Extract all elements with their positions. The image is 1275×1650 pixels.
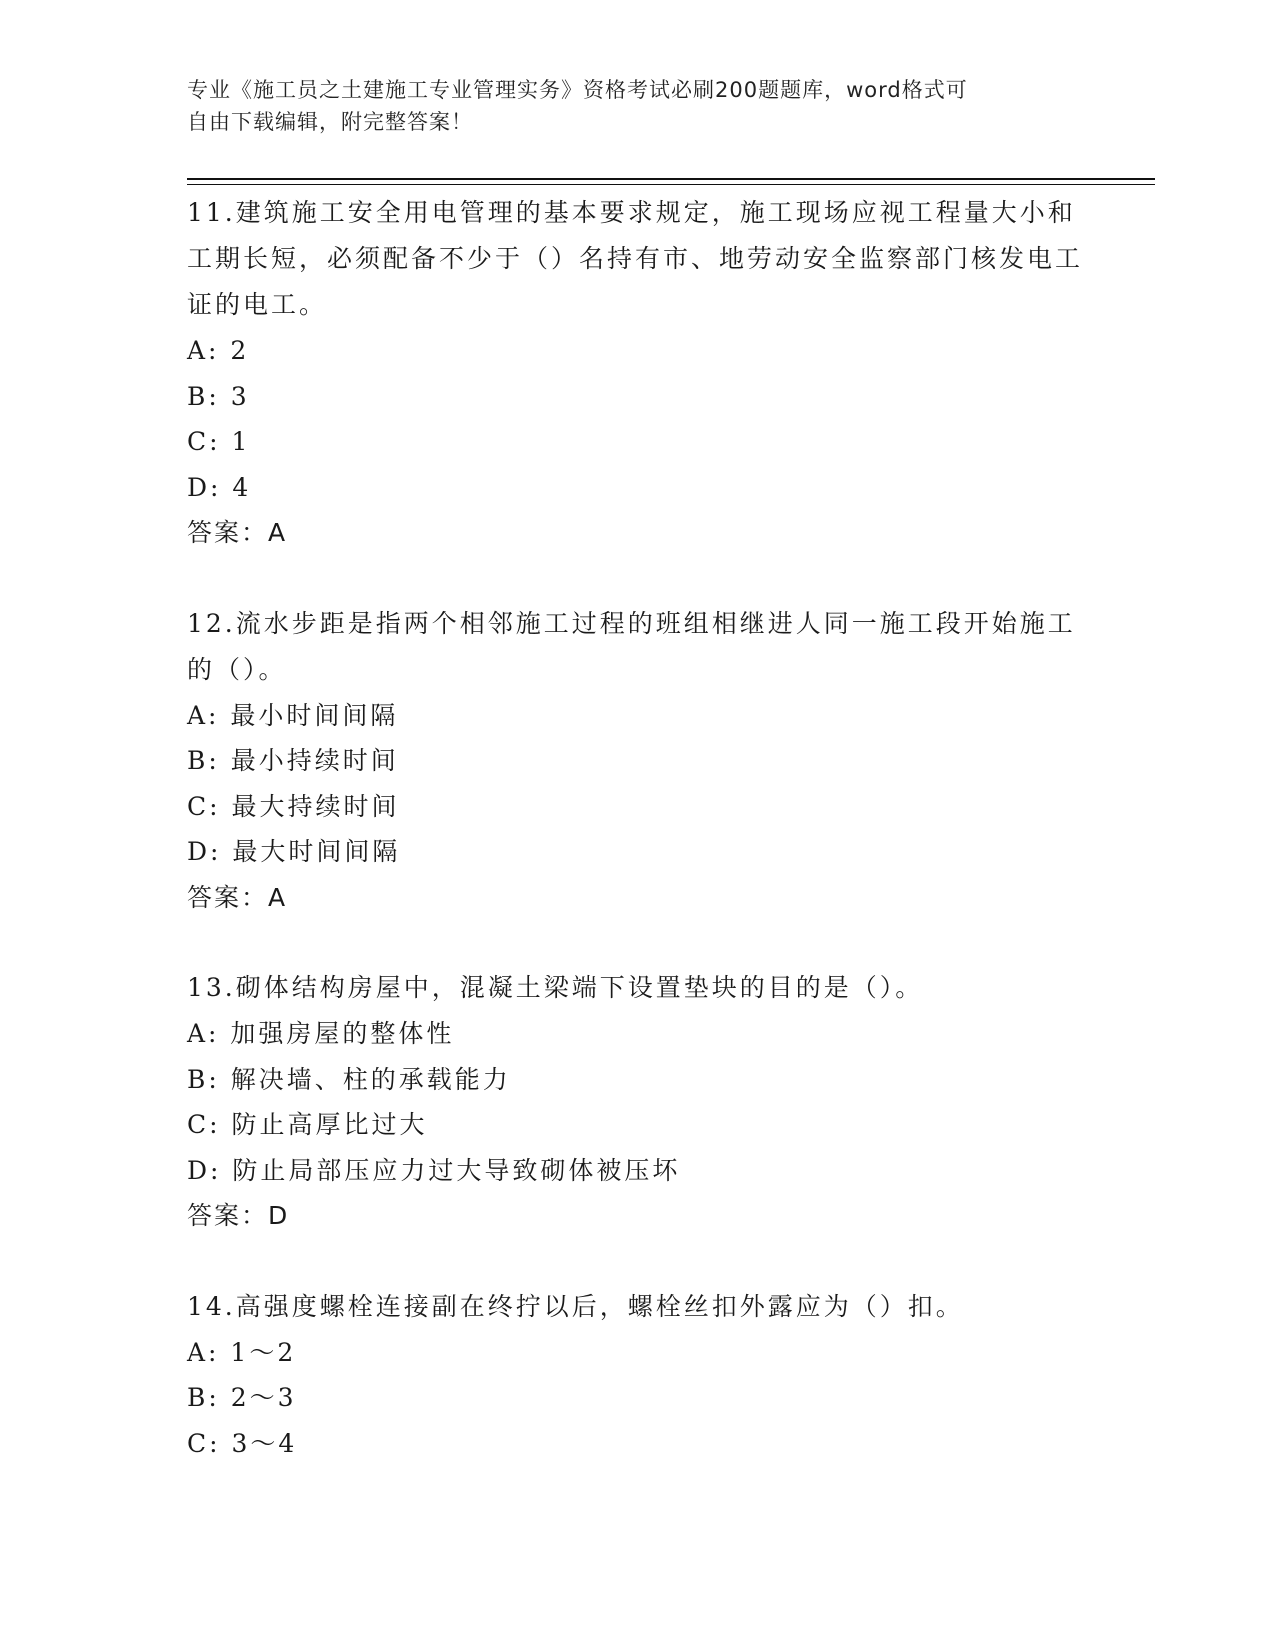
header-line-2: 自由下载编辑，附完整答案！: [187, 110, 473, 134]
header-line-1: 专业《施工员之土建施工专业管理实务》资格考试必刷200题题库，word格式可: [187, 78, 968, 102]
answer: 答案：A: [187, 518, 288, 547]
question-text: 11.建筑施工安全用电管理的基本要求规定，施工现场应视工程量大小和工期长短，必须配备不少于（）名持有市、地劳动安全监察部门核发电工证的电工。: [187, 198, 1084, 319]
question-14: [187, 1284, 1087, 1467]
option-d: D: 防止局部压应力过大导致砌体被压坏: [187, 1155, 681, 1185]
option-b: B: 3: [187, 381, 250, 411]
document-header: [187, 74, 1067, 138]
spacer: [187, 1239, 1087, 1284]
option-d: D: 4: [187, 472, 252, 502]
option-c: C: 3～4: [187, 1428, 298, 1458]
option-a: A: 加强房屋的整体性: [187, 1019, 455, 1048]
option-b: B: 解决墙、柱的承载能力: [187, 1064, 511, 1094]
option-a: A: 2: [187, 336, 250, 365]
question-text: 12.流水步距是指两个相邻施工过程的班组相继进人同一施工段开始施工的（）。: [187, 608, 1076, 684]
spacer: [187, 556, 1087, 601]
header-rule-thin: [187, 184, 1155, 185]
header-rule-thick: [187, 178, 1155, 180]
question-list: [187, 190, 1087, 1466]
answer: 答案：A: [187, 882, 288, 912]
option-d: D: 最大时间间隔: [187, 837, 401, 866]
option-a: A: 1～2: [187, 1337, 297, 1367]
option-c: C: 防止高厚比过大: [187, 1110, 428, 1139]
question-text: 14.高强度螺栓连接副在终拧以后，螺栓丝扣外露应为（）扣。: [187, 1291, 964, 1321]
option-b: B: 最小持续时间: [187, 746, 399, 775]
answer: 答案：D: [187, 1201, 290, 1230]
spacer: [187, 920, 1087, 965]
option-b: B: 2～3: [187, 1383, 297, 1412]
question-13: [187, 965, 1087, 1239]
question-11: [187, 190, 1087, 556]
option-c: C: 最大持续时间: [187, 791, 400, 821]
question-12: [187, 601, 1087, 921]
option-c: C: 1: [187, 427, 251, 456]
question-text: 13.砌体结构房屋中，混凝土梁端下设置垫块的目的是（）。: [187, 973, 924, 1002]
option-a: A: 最小时间间隔: [187, 700, 399, 730]
